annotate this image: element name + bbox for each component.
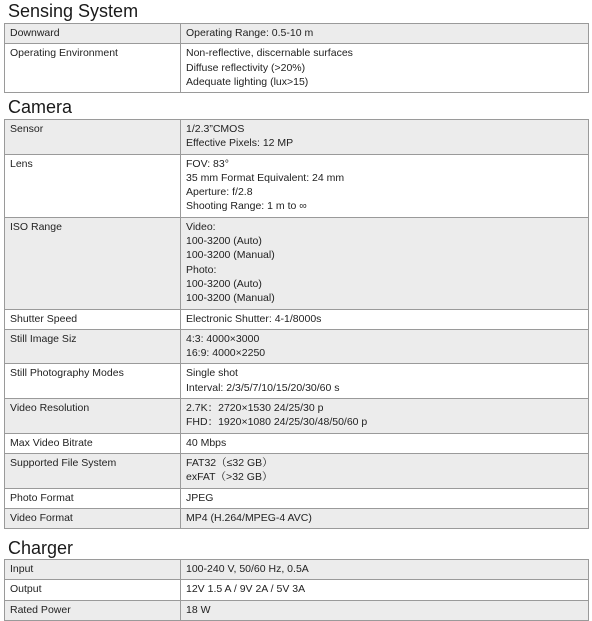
- table-row: [5, 399, 589, 434]
- spec-value: Single shot Interval: 2/3/5/7/10/15/20/30/60 s: [181, 364, 589, 399]
- spec-value: 40 Mbps: [181, 433, 589, 453]
- table-row: [5, 309, 589, 329]
- spec-value: 2.7K：2720×1530 24/25/30 p FHD：1920×1080 24/25/30/48/50/60 p: [181, 399, 589, 434]
- spec-key: Downward: [5, 24, 181, 44]
- table-row: [5, 217, 589, 309]
- spec-key: Rated Power: [5, 600, 181, 620]
- spec-key: ISO Range: [5, 217, 181, 309]
- spec-value: 12V 1.5 A / 9V 2A / 5V 3A: [181, 580, 589, 600]
- table-row: [5, 364, 589, 399]
- camera-table: [4, 119, 589, 529]
- spec-value: MP4 (H.264/MPEG-4 AVC): [181, 508, 589, 528]
- spec-value: Electronic Shutter: 4-1/8000s: [181, 309, 589, 329]
- table-row: [5, 329, 589, 364]
- table-row: [5, 600, 589, 620]
- spec-key: Lens: [5, 154, 181, 217]
- table-row: [5, 44, 589, 93]
- spec-key: Supported File System: [5, 453, 181, 488]
- table-row: [5, 453, 589, 488]
- sensing-system-table: [4, 23, 589, 93]
- spec-key: Still Image Siz: [5, 329, 181, 364]
- spec-key: Photo Format: [5, 488, 181, 508]
- charger-table: [4, 559, 589, 621]
- spec-value: 4:3: 4000×3000 16:9: 4000×2250: [181, 329, 589, 364]
- section-title-camera: Camera: [8, 97, 73, 117]
- spec-key: Output: [5, 580, 181, 600]
- table-row: [5, 154, 589, 217]
- spec-value: FOV: 83° 35 mm Format Equivalent: 24 mm Aperture: f/2.8 Shooting Range: 1 m to ∞: [181, 154, 589, 217]
- section-title-charger: Charger: [8, 538, 74, 558]
- table-row: [5, 508, 589, 528]
- table-row: [5, 560, 589, 580]
- table-row: [5, 433, 589, 453]
- spec-value: 1/2.3”CMOS Effective Pixels: 12 MP: [181, 120, 589, 155]
- spec-key: Max Video Bitrate: [5, 433, 181, 453]
- table-row: [5, 488, 589, 508]
- spec-key: Video Format: [5, 508, 181, 528]
- spec-value: 18 W: [181, 600, 589, 620]
- spec-value: JPEG: [181, 488, 589, 508]
- spec-value: Operating Range: 0.5-10 m: [181, 24, 589, 44]
- spec-key: Video Resolution: [5, 399, 181, 434]
- spec-value: Non-reflective, discernable surfaces Diffuse reflectivity (>20%) Adequate lighting (lux>15): [181, 44, 589, 93]
- table-row: [5, 24, 589, 44]
- spec-value: FAT32（≤32 GB） exFAT（>32 GB）: [181, 453, 589, 488]
- spec-value: 100-240 V, 50/60 Hz, 0.5A: [181, 560, 589, 580]
- spec-key: Shutter Speed: [5, 309, 181, 329]
- table-row: [5, 120, 589, 155]
- spec-key: Input: [5, 560, 181, 580]
- table-row: [5, 580, 589, 600]
- spec-key: Still Photography Modes: [5, 364, 181, 399]
- section-title-sensing-system: Sensing System: [8, 1, 139, 21]
- spec-key: Operating Environment: [5, 44, 181, 93]
- spec-value: Video: 100-3200 (Auto) 100-3200 (Manual) Photo: 100-3200 (Auto) 100-3200 (Manual): [181, 217, 589, 309]
- spec-key: Sensor: [5, 120, 181, 155]
